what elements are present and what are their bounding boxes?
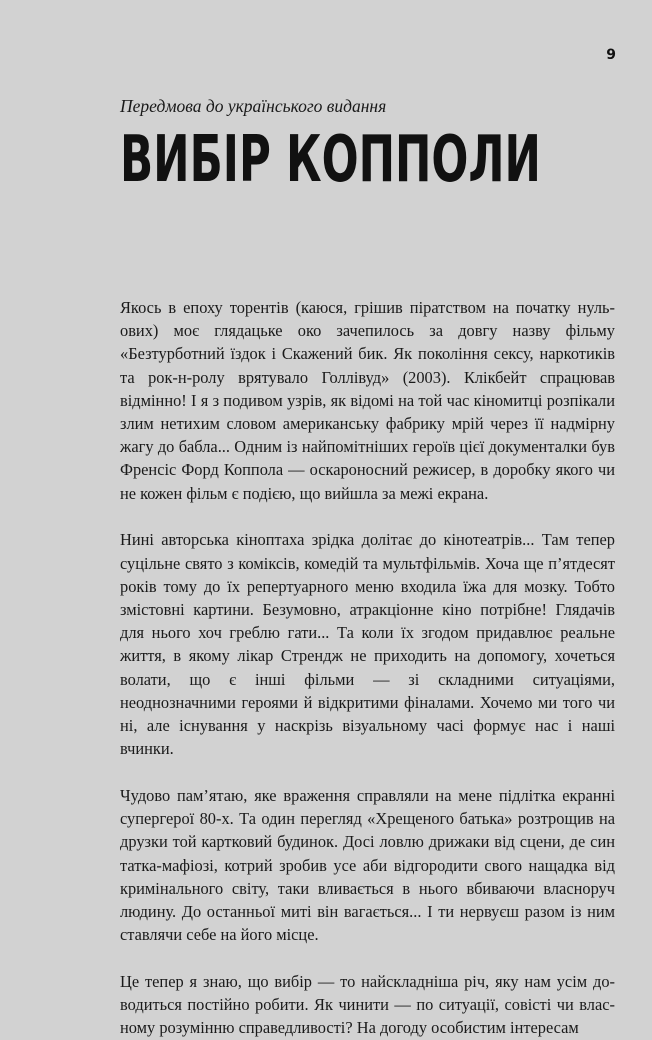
page-number: 9 bbox=[606, 47, 616, 63]
chapter-title: ВИБІР КОППОЛИ bbox=[120, 123, 541, 197]
section-subtitle: Передмова до українського видання bbox=[120, 96, 387, 116]
body-text bbox=[120, 296, 615, 1040]
paragraph-3: Чудово пам’ятаю, яке враження справляли на мене підлітка екранні супергерої 80-х. Та один перегляд «Хрещеного батька» розтрощив на друзки той картковий будинок. Досі ловлю дрижаки від сцени, де син татка-мафіозі, котрий зробив усе аби відгородити свого нащадка від кримінального світу, таки вливається в нього вбиваючи власноруч людину. До останньої миті він вагається... І ти нервуєш разом із ним ставлячи себе на його місце. bbox=[120, 786, 615, 945]
paragraph-1: Якось в епоху торентів (каюся, грішив піратством на початку нульових) моє глядацьке око зачепилось за довгу назву фільму «Безтурботний їздок і Скажений бик. Як покоління сексу, наркотиків та рок-н-ролу врятувало Голлівуд» (2003). Клікбейт спрацював відмінно! І я з подивом узрів, як відомі на той час кіномитці розпікали злим нетихим словом американську фабрику мрій через її надмірну жагу до бабла... Одним із найпомітніших героїв цієї документалки був Френсіс Форд Коппола — оскароносний режисер, в доробку якого чи не кожен фільм є подією, що вийшла за межі екрана. bbox=[120, 298, 615, 503]
paragraph-4: Це тепер я знаю, що вибір — то найскладніша річ, яку нам усім доводиться постійно робити. Як чинити — по ситуації, совісті чи власному розумінню справедливості? На догоду особистим інтересам bbox=[120, 972, 615, 1038]
paragraph-2: Нині авторська кіноптаха зрідка долітає до кінотеатрів... Там тепер суцільне свято з коміксів, комедій та мультфільмів. Хоча ще п’ятдесят років тому до їх репертуарного меню входила їжа для мозку. Тобто змістовні картини. Безумовно, атракціонне кіно потрібне! Глядачів для нього хоч греблю гати... Та коли їх згодом придавлює реальне життя, в якому лікар Стрендж не приходить на допомогу, хочеться волати, що є інші фільми — зі складними ситуаціями, неоднозначними героями й відкритими фіналами. Хочемо ми того чи ні, але існування у наскрізь візуальному часі формує нас і наші вчинки. bbox=[120, 530, 615, 759]
